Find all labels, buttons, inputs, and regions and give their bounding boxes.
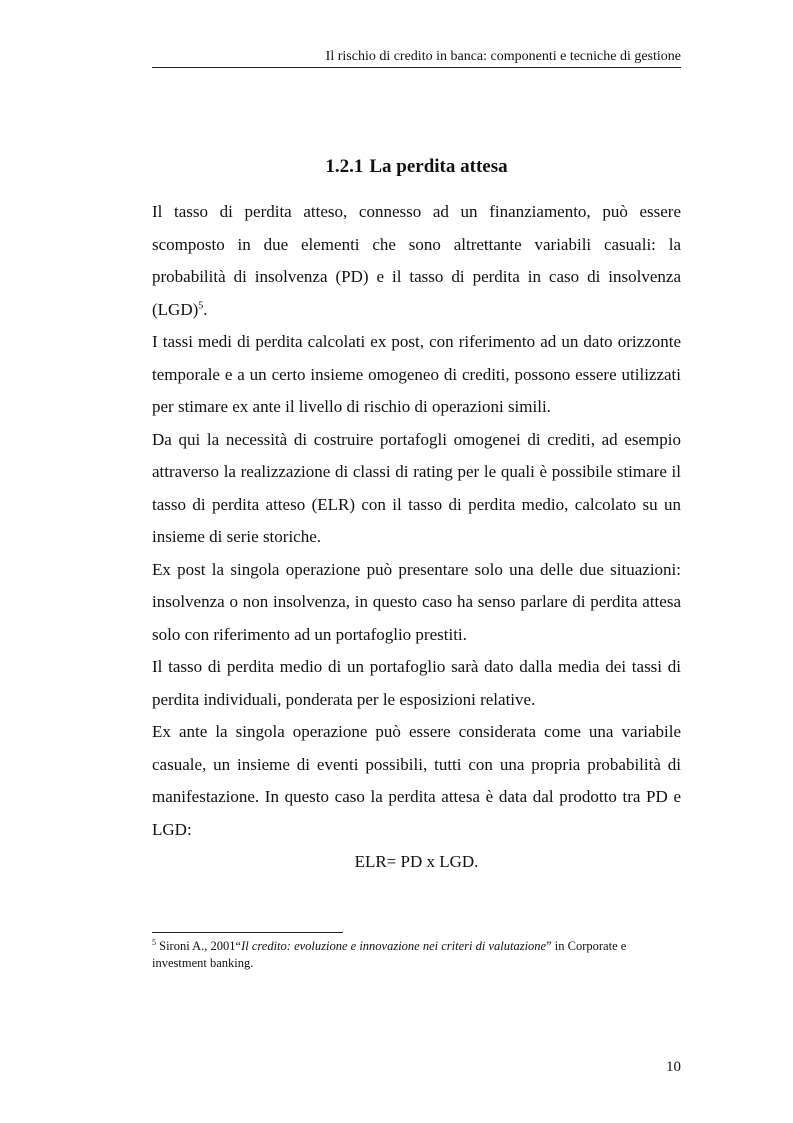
- footnote: [152, 938, 681, 972]
- header-rule: [152, 67, 681, 68]
- footnote-reference[interactable]: 5: [198, 299, 204, 311]
- footnote-rule: [152, 932, 343, 933]
- section-number: 1.2.1: [325, 156, 364, 177]
- footnote-marker: 5: [152, 937, 156, 947]
- footnote-rest: ” in Corporate e investment banking.: [152, 939, 627, 970]
- paragraph-3: Da qui la necessità di costruire portafogli omogenei di crediti, ad esempio attraverso la realizzazione di classi di rating per le quali è possibile stimare il tasso di perdita atteso (ELR) con il tasso di perdita medio, calcolato su un insieme di serie storiche.: [152, 429, 681, 546]
- body-text: [152, 196, 681, 879]
- footnote-author: Sironi A., 2001“: [159, 939, 242, 953]
- section-title-text: La perdita attesa: [369, 156, 508, 177]
- running-header: Il rischio di credito in banca: componenti e tecniche di gestione: [325, 49, 681, 64]
- paragraph-1-text: Il tasso di perdita atteso, connesso ad un finanziamento, può essere scomposto in due elementi che sono altrettante variabili casuali: la probabilità di insolvenza (PD) e il tasso di perdita in caso di insolvenza (LGD): [152, 202, 681, 319]
- footnote-work-title: Il credito: evoluzione e innovazione nei criteri di valutazione: [241, 939, 547, 953]
- page-number: 10: [666, 1059, 681, 1075]
- paragraph-2: I tassi medi di perdita calcolati ex post, con riferimento ad un dato orizzonte temporale e a un certo insieme omogeneo di crediti, possono essere utilizzati per stimare ex ante il livello di rischio di operazioni simili.: [152, 332, 681, 416]
- paragraph-5: Il tasso di perdita medio di un portafoglio sarà dato dalla media dei tassi di perdita individuali, ponderata per le esposizioni relative.: [152, 657, 681, 709]
- section-title: [152, 154, 681, 180]
- paragraph-6: Ex ante la singola operazione può essere considerata come una variabile casuale, un insieme di eventi possibili, tutti con una propria probabilità di manifestazione. In questo caso la perdita attesa è data dal prodotto tra PD e LGD:: [152, 722, 681, 839]
- formula: ELR= PD x LGD.: [354, 852, 479, 871]
- paragraph-1: [152, 196, 681, 326]
- paragraph-1-end: .: [203, 299, 208, 319]
- paragraph-4: Ex post la singola operazione può presentare solo una delle due situazioni: insolvenza o non insolvenza, in questo caso ha senso parlare di perdita attesa solo con riferimento ad un portafoglio prestiti.: [152, 559, 681, 644]
